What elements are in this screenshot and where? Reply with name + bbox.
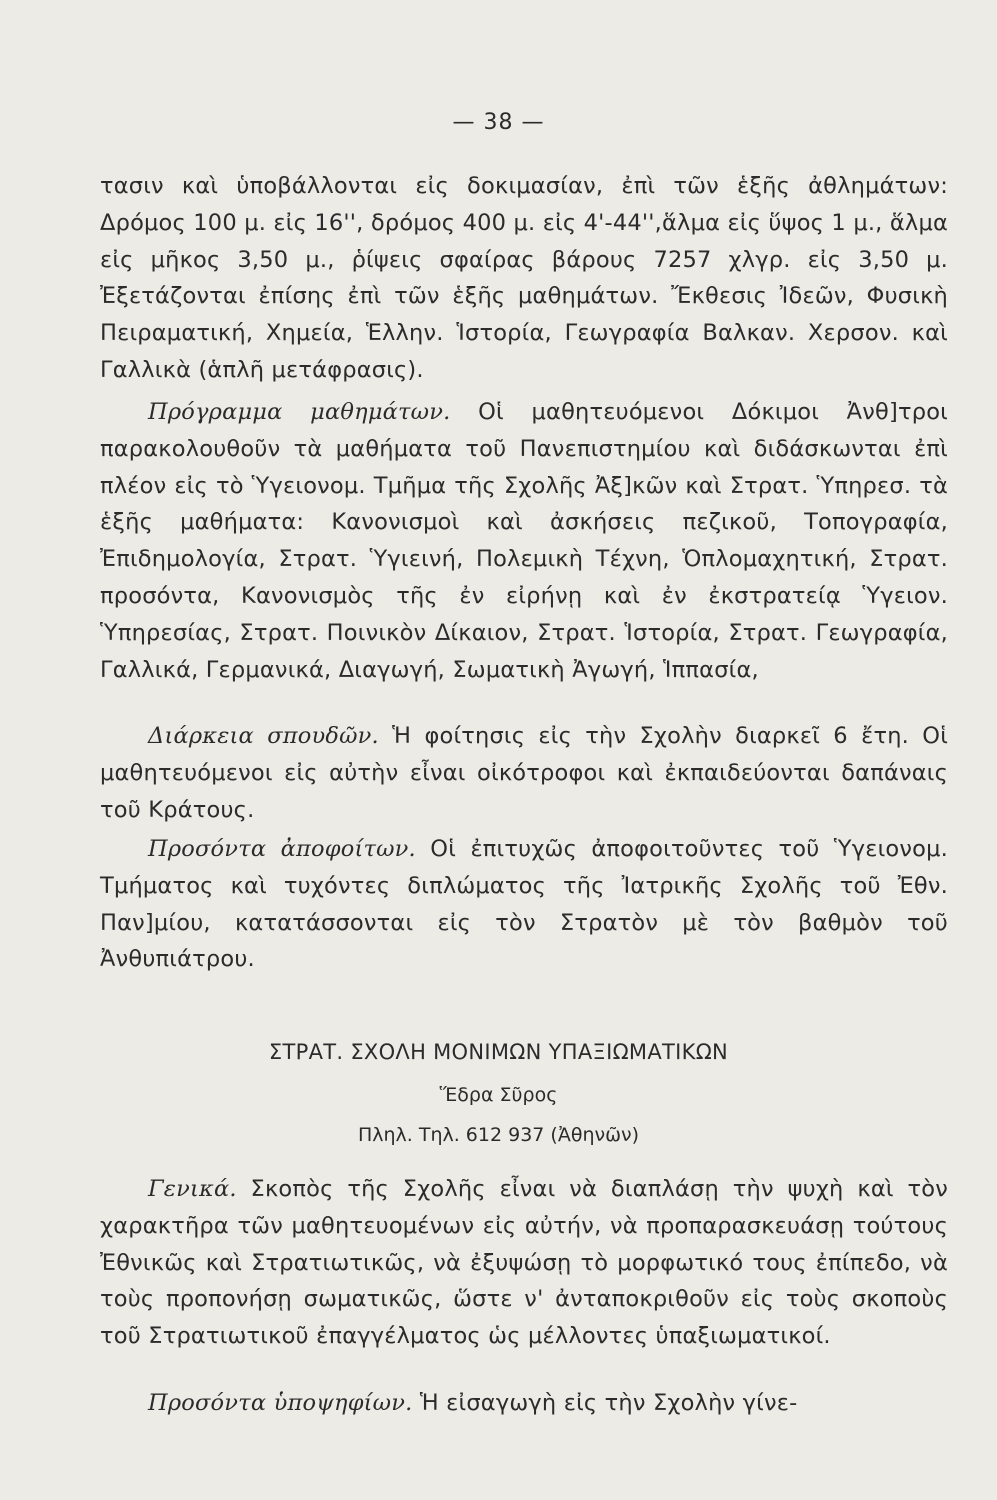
section-heading-general: Γενικά. [148, 1176, 237, 1202]
school-title: ΣΤΡΑΤ. ΣΧΟΛΗ ΜΟΝΙΜΩΝ ΥΠΑΞΙΩΜΑΤΙΚΩΝ [268, 1040, 729, 1064]
page-number: — 38 — [452, 110, 545, 135]
paragraph-text: Οἱ μαθητευόμενοι Δόκιμοι Ἀνθ]τροι παρακολουθοῦν τὰ μαθήματα τοῦ Πανεπιστημίου καὶ διδάσκωνται ἐπὶ πλέον εἰς τὸ Ὑγειονομ. Τμῆμα τῆς Σχολῆς Ἀξ]κῶν καὶ Στρατ. Ὑπηρεσ. τὰ ἑξῆς μαθήματα: Κανονισμοὶ καὶ ἀσκήσεις πεζικοῦ, Τοπογραφία, Ἐπιδημολογία, Στρατ. Ὑγιεινή, Πολεμικὴ Τέχνη, Ὁπλομαχητική, Στρατ. προσόντα, Κανονισμὸς τῆς ἐν εἰρήνῃ καὶ ἐν ἐκστρατείᾳ Ὑγειον. Ὑπηρεσίας, Στρατ. Ποινικὸν Δίκαιον, Στρατ. Ἱστορία, Στρατ. Γεωγραφία, Γαλλικά, Γερμανικά, Διαγωγή, Σωματικὴ Ἀγωγή, Ἱππασία, [100, 399, 948, 683]
paragraph-text: τασιν καὶ ὑποβάλλονται εἰς δοκιμασίαν, ἐπὶ τῶν ἑξῆς ἀθλημάτων: Δρόμος 100 μ. εἰς 16'', δρόμος 400 μ. εἰς 4'-44'',ἅλμα εἰς ὕψος 1 μ., ἅλμα εἰς μῆκος 3,50 μ., ῥίψεις σφαίρας βάρους 7257 χλγρ. εἰς 3,50 μ. Ἐξετάζονται ἐπίσης ἐπὶ τῶν ἑξῆς μαθημάτων. Ἔκθεσις Ἰδεῶν, Φυσικὴ Πειραματική, Χημεία, Ἑλλην. Ἱστορία, Γεωγραφία Βαλκαν. Χερσον. καὶ Γαλλικὰ (ἁπλῆ μετάφρασις). [100, 173, 948, 383]
paragraph-study-duration [100, 718, 948, 828]
paragraph-athletic-tests [100, 168, 948, 389]
section-heading-graduate-qualifications: Προσόντα ἀποφοίτων. [148, 836, 416, 862]
paragraph-text: Οἱ ἐπιτυχῶς ἀποφοιτοῦντες τοῦ Ὑγειονομ. Τμήματος καὶ τυχόντες διπλώματος τῆς Ἰατρικῆς Σχολῆς τοῦ Ἐθν. Παν]μίου, κατατάσσονται εἰς τὸν Στρατὸν μὲ τὸν βαθμὸν τοῦ Ἀνθυπιάτρου. [100, 836, 948, 973]
section-heading-curriculum: Πρόγραμμα μαθημάτων. [148, 399, 451, 425]
paragraph-curriculum [100, 394, 948, 688]
school-phone: Πληλ. Τηλ. 612 937 (Ἀθηνῶν) [357, 1124, 640, 1146]
paragraph-text: Ἡ φοίτησις εἰς τὴν Σχολὴν διαρκεῖ 6 ἔτη. Οἱ μαθητευόμενοι εἰς αὐτὴν εἶναι οἰκότροφοι καὶ ἐκπαιδεύονται δαπάναις τοῦ Κράτους. [100, 723, 949, 823]
paragraph-text: Ἡ εἰσαγωγὴ εἰς τὴν Σχολὴν γίνε- [412, 1390, 798, 1416]
paragraph-graduate-qualifications [100, 831, 948, 978]
paragraph-general [100, 1171, 948, 1355]
section-heading-study-duration: Διάρκεια σπουδῶν. [148, 723, 379, 749]
section-heading-candidate-qualifications: Προσόντα ὑποψηφίων. [148, 1390, 413, 1416]
paragraph-candidate-qualifications [100, 1385, 948, 1422]
school-seat: Ἕδρα Σῦρος [439, 1084, 558, 1106]
paragraph-text: Σκοπὸς τῆς Σχολῆς εἶναι νὰ διαπλάσῃ τὴν ψυχὴ καὶ τὸν χαρακτῆρα τῶν μαθητευομένων εἰς αὐτήν, νὰ προπαρασκευάσῃ τούτους Ἐθνικῶς καὶ Στρατιωτικῶς, νὰ ἐξυψώσῃ τὸ μορφωτικό τους ἐπίπεδο, νὰ τοὺς προπονήσῃ σωματικῶς, ὥστε ν' ἀνταποκριθοῦν εἰς τοὺς σκοποὺς τοῦ Στρατιωτικοῦ ἐπαγγέλματος ὡς μέλλοντες ὑπαξιωματικοί. [100, 1176, 948, 1350]
